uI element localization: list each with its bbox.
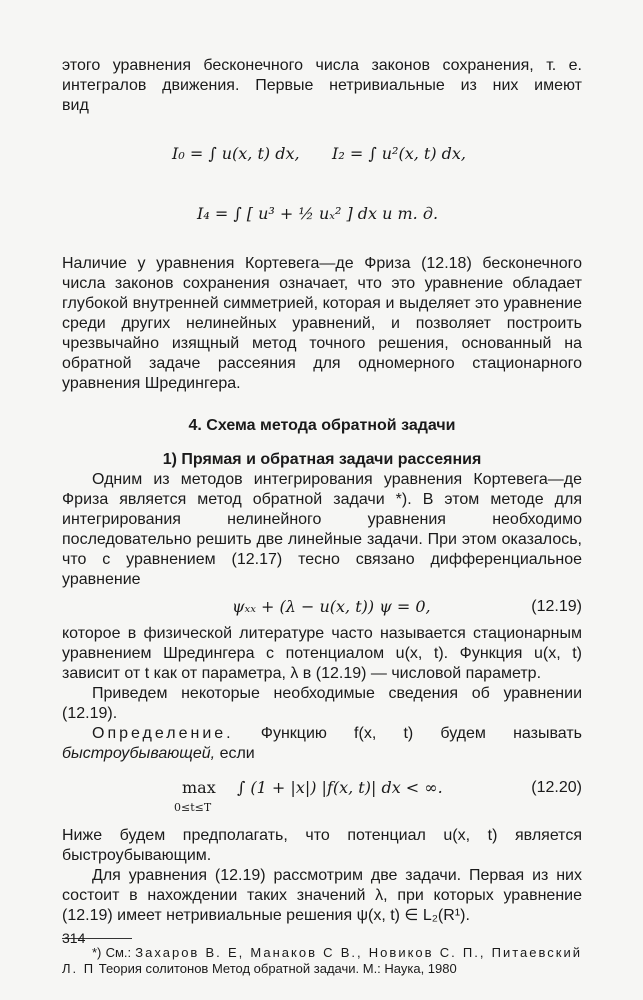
footnote bbox=[62, 945, 582, 977]
footnote-title: Теория солитонов Метод обратной задачи. М.: Наука, 1980 bbox=[98, 961, 457, 976]
equation-12-20-number: (12.20) bbox=[531, 779, 582, 796]
page-body bbox=[62, 56, 582, 977]
formula-i0-i2 bbox=[62, 124, 582, 184]
intro-line-1: этого уравнения бесконечного числа законов сохранения, т. е. bbox=[62, 57, 582, 74]
paragraph-below: Ниже будем предполагать, что потенциал u(x, t) является быстроубывающим. bbox=[62, 827, 582, 864]
section-title: 4. Схема метода обратной задачи bbox=[188, 417, 456, 434]
paragraph-info: Приведем некоторые необходимые сведения об уравнении (12.19). bbox=[62, 685, 582, 722]
footnote-lead: См.: bbox=[105, 945, 132, 960]
equation-12-19-number: (12.19) bbox=[531, 598, 582, 615]
equation-12-20-cond: 0≤t≤T bbox=[174, 801, 212, 814]
subsection-title: 1) Прямая и обратная задачи рассеяния bbox=[162, 451, 482, 468]
formula-i4 bbox=[62, 184, 582, 246]
formula-i4-text: I₄ = ∫ [ u³ + ½ uₓ² ] dx и т. д. bbox=[197, 204, 439, 223]
paragraph-method: Одним из методов интегрирования уравнения Кортевега—де Фриза является метод обратной задачи *). В этом методе для интегрирования нелинейного уравнения необходимо последовательно решить две линейные задачи. При этом оказалось, что с уравнением (12.17) тесно связано дифференциальное уравнение bbox=[62, 471, 582, 588]
footnote-mark: *) bbox=[92, 945, 102, 960]
equation-12-19-body: ψₓₓ + (λ − u(x, t)) ψ = 0, bbox=[232, 597, 431, 616]
equation-12-20 bbox=[62, 764, 582, 826]
intro-line-2: интегралов движения. Первые нетривиальные из них имеют bbox=[62, 77, 582, 94]
equation-12-20-max: max bbox=[182, 778, 216, 797]
formula-i0: I₀ = ∫ u(x, t) dx, bbox=[172, 144, 300, 163]
paragraph-kdv: Наличие у уравнения Кортевега—де Фриза (12.18) бесконечного числа законов сохранения означает, что это уравнение обладает глубокой внутренней симметрией, которая и выделяет это уравнение среди других нелинейных уравнений, и позволяет построить чрезвычайно изящный метод точного решения, основанный на обратной задаче рассеяния для одномерного стационарного уравнения Шредингера. bbox=[62, 255, 582, 392]
definition-paragraph bbox=[62, 724, 582, 764]
formula-i2: I₂ = ∫ u²(x, t) dx, bbox=[332, 144, 466, 163]
paragraph-schrodinger: которое в физической литературе часто называется стационарным уравнением Шредингера с потенциалом u(x, t). Функция u(x, t) зависит от t как от параметра, λ в (12.19) — числовой параметр. bbox=[62, 625, 582, 682]
paragraph-two-problems: Для уравнения (12.19) рассмотрим две задачи. Первая из них состоит в нахождении таких значений λ, при которых уравнение (12.19) имеет нетривиальные решения ψ(x, t) ∈ L₂(R¹). bbox=[62, 867, 582, 924]
equation-12-19 bbox=[62, 590, 582, 624]
intro-line-3: вид bbox=[62, 97, 89, 114]
page-number: 314 bbox=[62, 930, 86, 946]
definition-tail: если bbox=[219, 745, 255, 762]
equation-12-20-body: ∫ (1 + |x|) |f(x, t)| dx < ∞. bbox=[237, 778, 443, 797]
footnote-authors: Захаров В. Е, Манаков С В., Новиков С. П., Питаевский Л. П bbox=[62, 945, 582, 976]
definition-term: быстроубывающей, bbox=[62, 745, 216, 762]
definition-label: Определение. bbox=[92, 725, 234, 742]
definition-text: Функцию f(x, t) будем называть bbox=[260, 725, 582, 742]
